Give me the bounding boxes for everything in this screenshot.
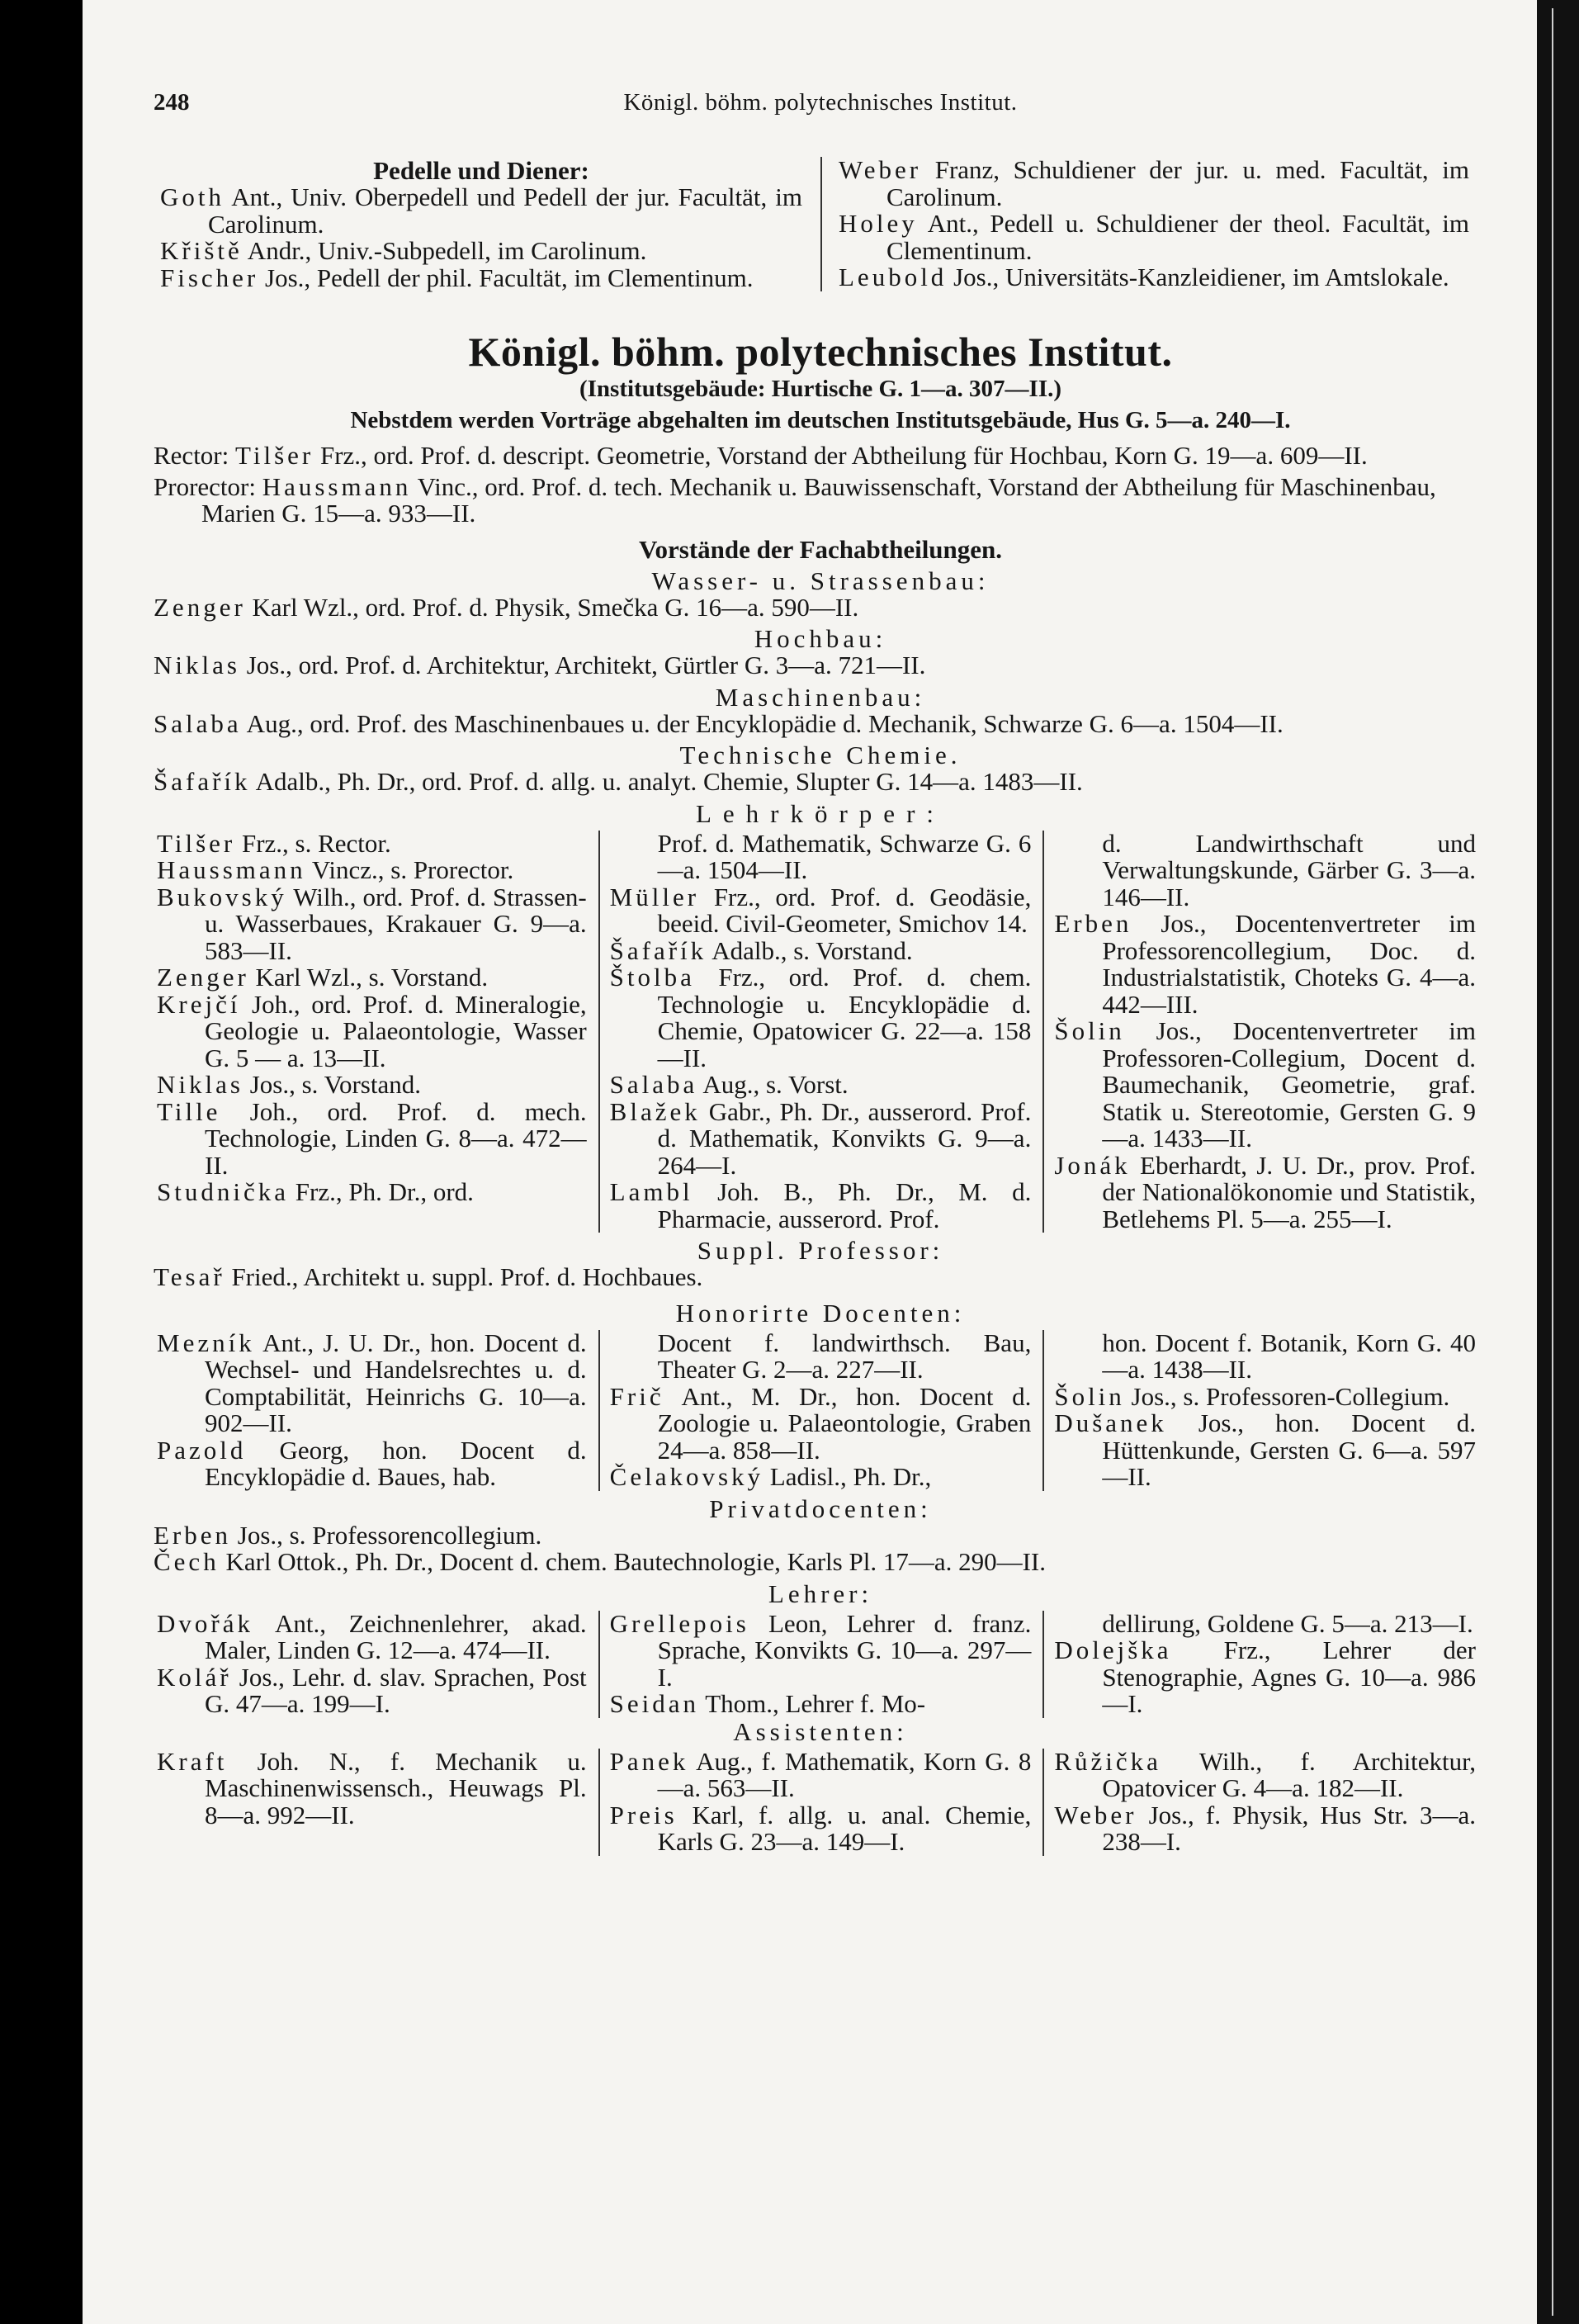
entry-text: Jos., Universitäts-Kanzleidiener, im Amtslokale. xyxy=(947,263,1449,291)
directory-entry xyxy=(609,1381,1032,1465)
directory-entry xyxy=(157,884,587,965)
page-number: 248 xyxy=(154,89,190,116)
entry-name: Blažek xyxy=(609,1096,701,1126)
entry-text: Karl Ottok., Ph. Dr., Docent d. chem. Bautechnologie, Karls Pl. 17—a. 290—II. xyxy=(219,1547,1046,1576)
entry-text: Georg, hon. Docent d. Encyklopädie d. Baues, hab. xyxy=(205,1435,587,1491)
entry-name: Křiště xyxy=(160,236,243,265)
prorector-name: Haussmann xyxy=(262,471,412,501)
entry-text: Thom., Lehrer f. Mo- xyxy=(699,1689,926,1718)
entry-text: Adalb., Ph. Dr., ord. Prof. d. allg. u. analyt. Chemie, Slupter G. 14—a. 1483—II. xyxy=(250,767,1083,796)
directory-entry xyxy=(157,1437,587,1491)
honorirte-column-1 xyxy=(154,1330,598,1491)
entry-name: Weber xyxy=(839,155,922,184)
directory-entry xyxy=(1054,1381,1476,1411)
entry-name: Goth xyxy=(160,182,225,211)
institute-note: Nebstdem werden Vorträge abgehalten im deutschen Institutsgebäude, Hus G. 5—a. 240—I. xyxy=(350,407,1291,433)
directory-entry xyxy=(1054,1746,1476,1802)
entry-text: Aug., s. Vorst. xyxy=(697,1070,849,1099)
directory-entry xyxy=(157,1096,587,1180)
honorirte-columns xyxy=(154,1330,1487,1491)
entry-text: Jos., s. Professoren-Collegium. xyxy=(1124,1381,1450,1411)
entry-text: Frz., ord. Prof. d. chem. Technologie u. Encyklopädie d. Chemie, Opatowicer G. 22—a. 158—II. xyxy=(657,963,1032,1072)
entry-text: Aug., ord. Prof. des Maschinenbaues u. der Encyklopädie d. Mechanik, Schwarze G. 6—a. 1504—II. xyxy=(241,708,1284,738)
entry-name: Weber xyxy=(1054,1800,1137,1829)
entry-name: Pazold xyxy=(157,1435,247,1465)
directory-entry xyxy=(839,211,1469,264)
directory-entry xyxy=(610,884,1032,938)
entry-text: Ant., Pedell u. Schuldiener der theol. Facultät, im Clementinum. xyxy=(886,209,1469,265)
entry-text: d. Landwirthschaft und Verwaltungskunde, Gärber G. 3—a. 146—II. xyxy=(1102,828,1476,911)
entry-name: Erben xyxy=(1054,909,1132,938)
vorstaende-section-title: Maschinenbau: xyxy=(715,682,926,712)
directory-entry xyxy=(1054,1637,1476,1718)
entry-text: Ant., J. U. Dr., hon. Docent d. Wechsel- und Handelsrechtes u. d. Comptabilität, Heinrichs G. 10—a. 902—II. xyxy=(205,1328,587,1437)
entry-text: Jos., f. Physik, Hus Str. 3—a. 238—I. xyxy=(1102,1800,1476,1856)
vorstaende-section-title: Wasser- u. Strassenbau: xyxy=(651,566,990,595)
entry-name: Zenger xyxy=(154,592,246,622)
directory-entry xyxy=(157,1330,587,1437)
directory-entry xyxy=(609,1608,1032,1692)
entry-name: Frič xyxy=(609,1381,664,1411)
directory-entry xyxy=(157,828,587,858)
vorstaende-entry xyxy=(154,652,1487,679)
pedelle-left-list xyxy=(160,184,802,291)
directory-entry xyxy=(1054,1410,1476,1491)
entry-name: Niklas xyxy=(157,1070,243,1099)
entry-text: Jos., Pedell der phil. Facultät, im Clementinum. xyxy=(258,263,754,292)
directory-entry xyxy=(154,1522,1487,1550)
prorector-label: Prorector: xyxy=(154,471,262,501)
lehrer-column-3 xyxy=(1042,1608,1487,1718)
entry-name: Šolin xyxy=(1054,1016,1125,1045)
running-title: Königl. böhm. polytechnisches Institut. xyxy=(623,89,1018,116)
lehrkoerper-column-1 xyxy=(154,828,598,1233)
entry-name: Haussmann xyxy=(157,855,306,884)
directory-entry xyxy=(157,1664,587,1718)
entry-text: Frz., Ph. Dr., ord. xyxy=(289,1177,474,1206)
book-page xyxy=(83,0,1537,2324)
entry-name: Krejčí xyxy=(157,989,241,1019)
assistenten-column-1 xyxy=(154,1746,598,1856)
privatdocenten-list xyxy=(154,1522,1487,1576)
directory-entry xyxy=(839,264,1469,291)
pedelle-section xyxy=(154,157,1487,291)
directory-entry xyxy=(839,157,1469,211)
suppl-heading: Suppl. Professor: xyxy=(697,1236,944,1265)
entry-name: Šolin xyxy=(1054,1381,1125,1411)
honorirte-heading: Honorirte Docenten: xyxy=(675,1298,966,1328)
entry-text: Karl Wzl., s. Vorstand. xyxy=(248,963,489,992)
entry-name: Čelakovský xyxy=(609,1462,764,1491)
vorstaende-entry xyxy=(154,769,1487,796)
entry-name: Jonák xyxy=(1054,1150,1131,1180)
honorirte-column-2 xyxy=(598,1330,1043,1491)
entry-text: Aug., f. Mathematik, Korn G. 8—a. 563—II. xyxy=(657,1746,1032,1802)
suppl-entry xyxy=(154,1264,1487,1291)
entry-text: Jos., s. Professorencollegium. xyxy=(231,1520,542,1550)
entry-name: Mezník xyxy=(157,1328,255,1357)
entry-text: hon. Docent f. Botanik, Korn G. 40—a. 1438—II. xyxy=(1102,1328,1476,1384)
entry-text: Jos., hon. Docent d. Hüttenkunde, Gersten G. 6—a. 597—II. xyxy=(1102,1408,1476,1491)
entry-name: Fischer xyxy=(160,263,259,292)
entry-name: Studnička xyxy=(157,1177,289,1206)
directory-entry xyxy=(609,1746,1032,1802)
entry-name: Müller xyxy=(609,882,700,911)
directory-entry xyxy=(157,1179,587,1206)
directory-entry xyxy=(160,184,802,238)
book-spine-edge xyxy=(1537,0,1579,2324)
directory-entry xyxy=(609,1096,1032,1180)
entry-text: Joh. B., Ph. Dr., M. d. Pharmacie, ausserord. Prof. xyxy=(657,1177,1032,1233)
institute-building: (Institutsgebäude: Hurtische G. 1—a. 307—II.) xyxy=(579,376,1062,402)
entry-name: Šafařík xyxy=(154,767,251,796)
lehrkoerper-column-2 xyxy=(598,828,1043,1233)
entry-text: dellirung, Goldene G. 5—a. 213—I. xyxy=(1102,1608,1473,1638)
lehrer-columns xyxy=(154,1608,1487,1718)
directory-entry xyxy=(610,828,1032,884)
suppl-text: Fried., Architekt u. suppl. Prof. d. Hochbaues. xyxy=(225,1262,703,1291)
entry-name: Holey xyxy=(839,209,918,238)
entry-text: Joh. N., f. Mechanik u. Maschinenwissensch., Heuwags Pl. 8—a. 992—II. xyxy=(205,1746,587,1829)
assistenten-columns xyxy=(154,1746,1487,1856)
entry-name: Štolba xyxy=(609,963,695,992)
entry-text: Wilh., f. Architektur, Opatovicer G. 4—a. 182—II. xyxy=(1102,1746,1476,1802)
directory-entry xyxy=(610,1179,1032,1233)
entry-name: Salaba xyxy=(154,708,242,738)
pedelle-right-column xyxy=(820,157,1487,291)
entry-text: Joh., ord. Prof. d. Mineralogie, Geologie u. Palaeontologie, Wasser G. 5 — a. 13—II. xyxy=(205,989,587,1072)
directory-entry xyxy=(154,1549,1487,1576)
entry-name: Šafařík xyxy=(609,935,707,965)
entry-text: Jos., Docentenvertreter im Professoren-Collegium, Docent d. Baumechanik, Geometrie, graf. Statik u. Stereotomie, Gersten G. 9—a. 1433—II. xyxy=(1102,1016,1476,1153)
entry-name: Dušanek xyxy=(1054,1408,1167,1437)
assistenten-heading: Assistenten: xyxy=(733,1716,908,1746)
entry-name: Bukovský xyxy=(157,882,287,911)
directory-entry xyxy=(160,265,802,292)
directory-entry xyxy=(157,1072,587,1099)
directory-entry xyxy=(1054,1150,1476,1233)
entry-text: Jos., Lehr. d. slav. Sprachen, Post G. 47—a. 199—I. xyxy=(205,1662,587,1718)
entry-text: Jos., ord. Prof. d. Architektur, Architekt, Gürtler G. 3—a. 721—II. xyxy=(239,651,926,679)
entry-text: Frz., ord. Prof. d. Geodäsie, beeid. Civil-Geometer, Smichov 14. xyxy=(657,882,1032,938)
vorstaende-list xyxy=(154,567,1487,796)
directory-entry xyxy=(610,1802,1032,1856)
entry-name: Kolář xyxy=(157,1662,232,1692)
rector-name: Tilšer xyxy=(235,441,314,470)
entry-text: Jos., s. Vorstand. xyxy=(243,1070,421,1099)
entry-text: Frz., Lehrer der Stenographie, Agnes G. 10—a. 986—I. xyxy=(1102,1635,1476,1718)
pedelle-heading: Pedelle und Diener: xyxy=(373,156,589,185)
entry-name: Dolejška xyxy=(1054,1635,1172,1664)
prorector-entry xyxy=(154,471,1487,528)
entry-name: Tille xyxy=(157,1096,221,1126)
rector-entry xyxy=(154,443,1487,470)
entry-text: Karl, f. allg. u. anal. Chemie, Karls G. 23—a. 149—I. xyxy=(657,1800,1032,1856)
vorstaende-entry xyxy=(154,708,1487,738)
entry-text: Frz., s. Rector. xyxy=(235,828,391,858)
directory-entry xyxy=(1054,911,1476,1018)
directory-entry xyxy=(157,1746,587,1829)
entry-name: Růžička xyxy=(1054,1746,1161,1776)
directory-entry xyxy=(1054,1608,1476,1638)
vorstaende-entry xyxy=(154,594,1487,622)
lehrkoerper-column-3 xyxy=(1042,828,1487,1233)
lehrkoerper-columns xyxy=(154,828,1487,1233)
privatdocenten-heading: Privatdocenten: xyxy=(709,1493,932,1523)
entry-text: Jos., Docentenvertreter im Professorencollegium, Doc. d. Industrialstatistik, Choteks G. 4—a. 442—III. xyxy=(1102,909,1476,1019)
rector-text: Frz., ord. Prof. d. descript. Geometrie, Vorstand der Abtheilung für Hochbau, Korn G. 19—a. 609—II. xyxy=(314,441,1368,470)
entry-text: Franz, Schuldiener der jur. u. med. Facultät, im Carolinum. xyxy=(886,155,1469,211)
lehrer-heading: Lehrer: xyxy=(768,1579,873,1608)
lehrer-column-1 xyxy=(154,1608,598,1718)
entry-text: Ladisl., Ph. Dr., xyxy=(763,1462,932,1491)
entry-name: Grellepois xyxy=(609,1608,749,1638)
entry-text: Ant., Univ. Oberpedell und Pedell der jur. Facultät, im Carolinum. xyxy=(208,182,802,239)
entry-name: Kraft xyxy=(157,1746,228,1776)
honorirte-column-3 xyxy=(1042,1330,1487,1491)
entry-text: Leon, Lehrer d. franz. Sprache, Konvikts G. 10—a. 297—I. xyxy=(657,1608,1032,1692)
entry-text: Vincz., s. Prorector. xyxy=(305,855,514,884)
entry-text: Adalb., s. Vorstand. xyxy=(707,935,913,965)
assistenten-column-2 xyxy=(598,1746,1043,1856)
directory-entry xyxy=(1054,1802,1476,1856)
entry-text: Gabr., Ph. Dr., ausserord. Prof. d. Mathematik, Konvikts G. 9—a. 264—I. xyxy=(657,1096,1032,1180)
entry-name: Čech xyxy=(154,1547,220,1576)
entry-text: Karl Wzl., ord. Prof. d. Physik, Smečka G. 16—a. 590—II. xyxy=(245,592,859,622)
directory-entry xyxy=(609,935,1032,965)
pedelle-right-list xyxy=(839,157,1469,291)
entry-name: Niklas xyxy=(154,651,240,679)
entry-text: Eberhardt, J. U. Dr., prov. Prof. der Nationalökonomie und Statistik, Betlehems Pl. 5—a. 255—I. xyxy=(1102,1150,1476,1233)
vorstaende-section-title: Hochbau: xyxy=(754,624,887,653)
directory-entry xyxy=(157,989,587,1072)
entry-name: Erben xyxy=(154,1520,232,1550)
entry-name: Preis xyxy=(609,1800,678,1829)
directory-entry xyxy=(1054,828,1476,911)
entry-text: Prof. d. Mathematik, Schwarze G. 6—a. 1504—II. xyxy=(657,828,1032,884)
entry-text: Joh., ord. Prof. d. mech. Technologie, Linden G. 8—a. 472—II. xyxy=(205,1096,587,1180)
entry-name: Salaba xyxy=(609,1070,698,1099)
entry-name: Seidan xyxy=(609,1689,700,1718)
entry-name: Tilšer xyxy=(157,828,236,858)
book-spine-line xyxy=(1552,8,1553,2316)
directory-entry xyxy=(157,857,587,884)
entry-name: Leubold xyxy=(839,263,948,291)
lehrkoerper-heading: Lehrkörper: xyxy=(695,798,946,828)
entry-text: Docent f. landwirthsch. Bau, Theater G. 2—a. 227—II. xyxy=(657,1328,1032,1384)
vorstaende-section-title: Technische Chemie. xyxy=(679,741,962,769)
entry-name: Lambl xyxy=(609,1177,693,1206)
entry-text: Ant., M. Dr., hon. Docent d. Zoologie u. Palaeontologie, Graben 24—a. 858—II. xyxy=(657,1381,1032,1465)
institute-title: Königl. böhm. polytechnisches Institut. xyxy=(468,329,1173,375)
directory-entry xyxy=(160,238,802,265)
lehrer-column-2 xyxy=(598,1608,1043,1718)
directory-entry xyxy=(157,1608,587,1664)
directory-entry xyxy=(1054,1330,1476,1384)
entry-text: Ant., Zeichnenlehrer, akad. Maler, Linden G. 12—a. 474—II. xyxy=(205,1608,587,1664)
pedelle-left-column xyxy=(154,157,820,291)
page-header xyxy=(154,89,1487,135)
prorector-text: Vinc., ord. Prof. d. tech. Mechanik u. Bauwissenschaft, Vorstand der Abtheilung für Maschinenbau, Marien G. 15—a. 933—II. xyxy=(201,471,1436,528)
directory-entry xyxy=(610,1691,1032,1718)
entry-text: Andr., Univ.-Subpedell, im Carolinum. xyxy=(242,236,647,265)
directory-entry xyxy=(610,1330,1032,1384)
rector-label: Rector: xyxy=(154,441,235,470)
vorstaende-heading: Vorstände der Fachabtheilungen. xyxy=(638,534,1003,564)
entry-name: Panek xyxy=(609,1746,689,1776)
directory-entry xyxy=(610,1072,1032,1099)
entry-text: Wilh., ord. Prof. d. Strassen- u. Wasserbaues, Krakauer G. 9—a. 583—II. xyxy=(205,882,587,965)
directory-entry xyxy=(1054,1018,1476,1153)
directory-entry xyxy=(157,964,587,992)
assistenten-column-3 xyxy=(1042,1746,1487,1856)
entry-name: Dvořák xyxy=(157,1608,253,1638)
directory-entry xyxy=(610,964,1032,1072)
directory-entry xyxy=(610,1464,1032,1491)
suppl-name: Tesař xyxy=(154,1262,225,1291)
entry-name: Zenger xyxy=(157,963,249,992)
